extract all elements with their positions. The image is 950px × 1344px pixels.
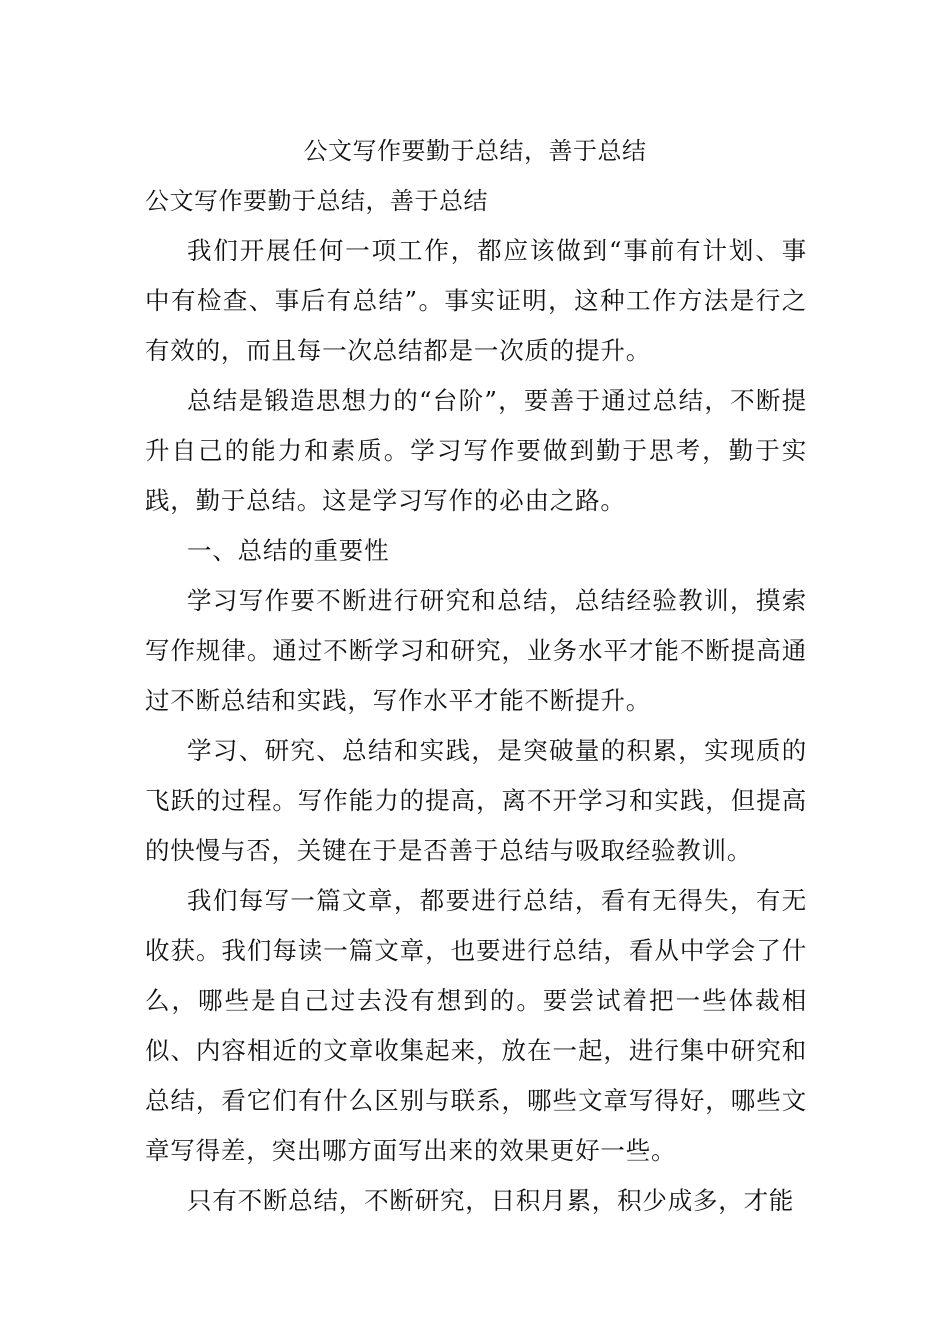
paragraph: 总结是锻造思想力的“台阶”，要善于通过总结，不断提升自己的能力和素质。学习写作要做到勤于思考，勤于实践，勤于总结。这是学习写作的必由之路。: [145, 386, 807, 515]
paragraph: 只有不断总结，不断研究，日积月累，积少成多，才能: [187, 1186, 795, 1215]
document-body: [145, 226, 807, 1226]
paragraph: 我们每写一篇文章，都要进行总结，看有无得失，有无收获。我们每读一篇文章，也要进行总结，看从中学会了什么，哪些是自己过去没有想到的。要尝试着把一些体裁相似、内容相近的文章收集起来，放在一起，进行集中研究和总结，看它们有什么区别与联系，哪些文章写得好，哪些文章写得差，突出哪方面写出来的效果更好一些。: [145, 886, 807, 1165]
document-title: 公文写作要勤于总结，善于总结: [303, 137, 647, 165]
document-subtitle: 公文写作要勤于总结，善于总结: [145, 187, 488, 215]
paragraph: 学习写作要不断进行研究和总结，总结经验教训，摸索写作规律。通过不断学习和研究，业务水平才能不断提高通过不断总结和实践，写作水平才能不断提升。: [145, 586, 807, 715]
paragraph: 学习、研究、总结和实践，是突破量的积累，实现质的飞跃的过程。写作能力的提高，离不开学习和实践，但提高的快慢与否，关键在于是否善于总结与吸取经验教训。: [145, 736, 807, 865]
paragraph: 我们开展任何一项工作，都应该做到“事前有计划、事中有检查、事后有总结”。事实证明，这种工作方法是行之有效的，而且每一次总结都是一次质的提升。: [145, 236, 807, 365]
section-heading: 一、总结的重要性: [187, 536, 390, 565]
